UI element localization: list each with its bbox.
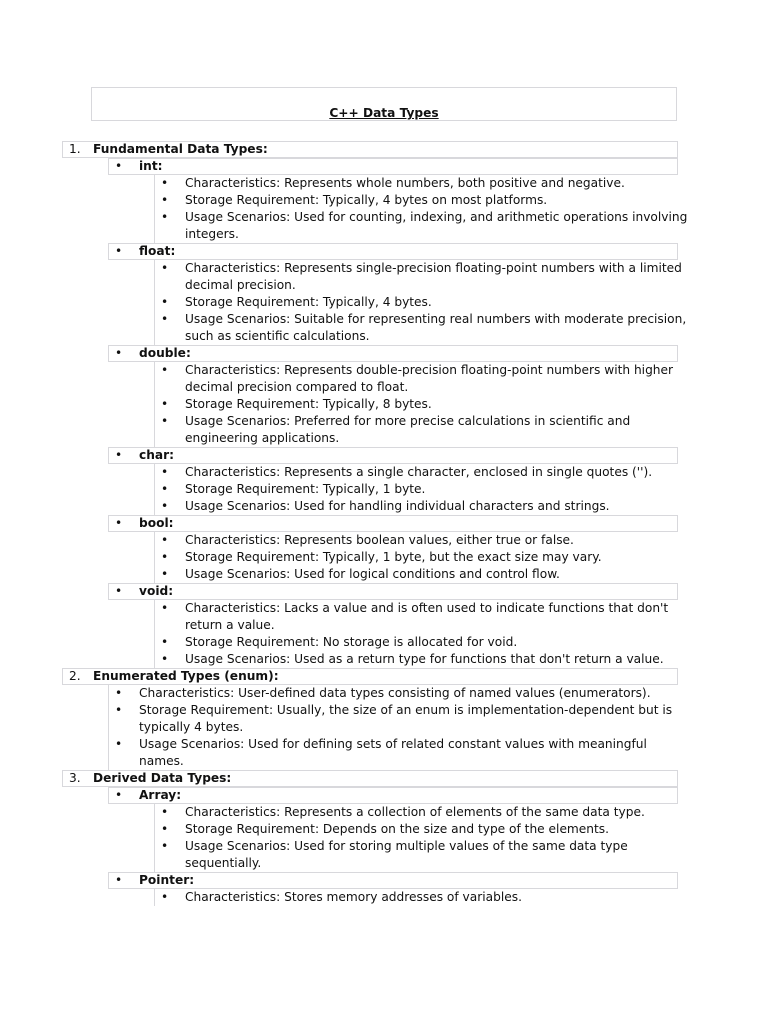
list-item-float: [0, 243, 768, 260]
bullet: •: [115, 448, 123, 462]
section-heading: Derived Data Types:: [93, 771, 232, 785]
bullet: •: [161, 193, 169, 207]
list-item: [0, 838, 768, 855]
bullet: •: [161, 482, 169, 496]
sublist-array: [0, 804, 768, 872]
bullet: •: [161, 465, 169, 479]
bullet: •: [161, 312, 169, 326]
list-item: [0, 651, 768, 668]
list-item: [0, 804, 768, 821]
item-heading: char:: [139, 448, 175, 462]
bullet: •: [161, 210, 169, 224]
item-text: Usage Scenarios: Preferred for more precise calculations in scientific and: [185, 414, 631, 428]
list-item: [0, 685, 768, 702]
page-title: C++ Data Types: [329, 106, 439, 120]
section-heading: Enumerated Types (enum):: [93, 669, 279, 683]
list-item: [0, 736, 768, 753]
bullet: •: [115, 873, 123, 887]
item-heading: Pointer:: [139, 873, 195, 887]
item-text: Usage Scenarios: Used for handling individual characters and strings.: [185, 499, 610, 513]
sublist-enum: [0, 685, 768, 770]
bullet: •: [161, 295, 169, 309]
list-item-bool: [0, 515, 768, 532]
item-text: Storage Requirement: Typically, 4 bytes on most platforms.: [185, 193, 548, 207]
item-text: typically 4 bytes.: [139, 720, 244, 734]
item-text: Usage Scenarios: Used for storing multiple values of the same data type: [185, 839, 628, 853]
item-text: Usage Scenarios: Used for logical conditions and control flow.: [185, 567, 560, 581]
item-text: Characteristics: Represents a collection of elements of the same data type.: [185, 805, 645, 819]
bullet: •: [161, 890, 169, 904]
item-border: [108, 447, 678, 464]
bullet: •: [115, 686, 123, 700]
bullet: •: [161, 567, 169, 581]
list-item: [0, 566, 768, 583]
item-text: Characteristics: Represents whole numbers, both positive and negative.: [185, 176, 625, 190]
bullet: •: [161, 261, 169, 275]
item-text: Usage Scenarios: Suitable for representing real numbers with moderate precision,: [185, 312, 687, 326]
bullet: •: [161, 397, 169, 411]
bullet: •: [115, 516, 123, 530]
item-heading: float:: [139, 244, 176, 258]
bullet: •: [161, 499, 169, 513]
bullet: •: [115, 703, 123, 717]
sublist-pointer: [0, 889, 768, 906]
list-item-char: [0, 447, 768, 464]
item-text: integers.: [185, 227, 239, 241]
list-item-continued: [0, 753, 768, 770]
bullet: •: [161, 652, 169, 666]
list-item-2: [0, 668, 768, 685]
list-item: [0, 396, 768, 413]
list-item-continued: [0, 328, 768, 345]
bullet: •: [161, 176, 169, 190]
list-item: [0, 362, 768, 379]
item-border: [108, 243, 678, 260]
list-item-array: [0, 787, 768, 804]
bullet: •: [161, 822, 169, 836]
list-item: [0, 532, 768, 549]
item-text: decimal precision compared to float.: [185, 380, 409, 394]
item-text: engineering applications.: [185, 431, 340, 445]
list-item: [0, 260, 768, 277]
list-item: [0, 311, 768, 328]
list-item-continued: [0, 430, 768, 447]
item-border: [108, 345, 678, 362]
item-text: decimal precision.: [185, 278, 296, 292]
list-item: [0, 294, 768, 311]
item-text: Storage Requirement: Typically, 8 bytes.: [185, 397, 432, 411]
item-heading: bool:: [139, 516, 174, 530]
list-item-double: [0, 345, 768, 362]
list-number: 3.: [69, 771, 81, 785]
bullet: •: [115, 788, 123, 802]
item-border: [108, 158, 678, 175]
list-item: [0, 889, 768, 906]
section-heading: Fundamental Data Types:: [93, 142, 268, 156]
bullet: •: [161, 635, 169, 649]
item-text: Storage Requirement: Typically, 1 byte, but the exact size may vary.: [185, 550, 602, 564]
bullet: •: [161, 414, 169, 428]
bullet: •: [115, 346, 123, 360]
item-text: Characteristics: Represents boolean values, either true or false.: [185, 533, 574, 547]
list-item: [0, 175, 768, 192]
bullet: •: [161, 363, 169, 377]
sublist-bool: [0, 532, 768, 583]
item-heading: void:: [139, 584, 174, 598]
item-text: Characteristics: User-defined data types consisting of named values (enumerators).: [139, 686, 651, 700]
item-text: Characteristics: Stores memory addresses of variables.: [185, 890, 522, 904]
list-item: [0, 209, 768, 226]
item-border: [108, 583, 678, 600]
list-item-pointer: [0, 872, 768, 889]
item-heading: double:: [139, 346, 191, 360]
list-item-3: [0, 770, 768, 787]
item-text: such as scientific calculations.: [185, 329, 370, 343]
list-item-continued: [0, 617, 768, 634]
list-number: 1.: [69, 142, 81, 156]
item-text: Storage Requirement: No storage is allocated for void.: [185, 635, 518, 649]
item-text: Storage Requirement: Typically, 1 byte.: [185, 482, 426, 496]
list-item-continued: [0, 855, 768, 872]
sublist-int: [0, 175, 768, 243]
list-item-int: [0, 158, 768, 175]
bullet: •: [161, 550, 169, 564]
list-item-continued: [0, 379, 768, 396]
item-text: Storage Requirement: Depends on the size and type of the elements.: [185, 822, 610, 836]
sublist-double: [0, 362, 768, 447]
item-text: names.: [139, 754, 184, 768]
list-item: [0, 498, 768, 515]
list-item-continued: [0, 277, 768, 294]
list-item: [0, 413, 768, 430]
item-text: Storage Requirement: Usually, the size of an enum is implementation-dependent but is: [139, 703, 673, 717]
list-item: [0, 821, 768, 838]
bullet: •: [115, 737, 123, 751]
item-text: Usage Scenarios: Used for defining sets of related constant values with meaningful: [139, 737, 647, 751]
list-item-continued: [0, 226, 768, 243]
item-text: sequentially.: [185, 856, 262, 870]
item-text: Characteristics: Represents single-precision floating-point numbers with a limited: [185, 261, 682, 275]
list-item: [0, 600, 768, 617]
item-heading: int:: [139, 159, 163, 173]
list-item: [0, 702, 768, 719]
document-body: [0, 141, 768, 906]
bullet: •: [115, 244, 123, 258]
list-item: [0, 464, 768, 481]
item-text: Characteristics: Represents a single character, enclosed in single quotes ('').: [185, 465, 653, 479]
bullet: •: [115, 584, 123, 598]
bullet: •: [161, 839, 169, 853]
item-text: Characteristics: Lacks a value and is often used to indicate functions that don't: [185, 601, 669, 615]
list-item: [0, 192, 768, 209]
bullet: •: [161, 805, 169, 819]
bullet: •: [115, 159, 123, 173]
item-text: Storage Requirement: Typically, 4 bytes.: [185, 295, 432, 309]
sublist-char: [0, 464, 768, 515]
list-item: [0, 481, 768, 498]
item-text: return a value.: [185, 618, 275, 632]
list-item: [0, 549, 768, 566]
list-item: [0, 634, 768, 651]
list-item-void: [0, 583, 768, 600]
item-border: [108, 515, 678, 532]
item-text: Characteristics: Represents double-precision floating-point numbers with higher: [185, 363, 674, 377]
title-box: [91, 87, 677, 121]
item-text: Usage Scenarios: Used for counting, indexing, and arithmetic operations involving: [185, 210, 688, 224]
bullet: •: [161, 533, 169, 547]
list-item-continued: [0, 719, 768, 736]
item-heading: Array:: [139, 788, 182, 802]
item-text: Usage Scenarios: Used as a return type for functions that don't return a value.: [185, 652, 664, 666]
list-item-1: [0, 141, 768, 158]
sublist-void: [0, 600, 768, 668]
item-border: [108, 787, 678, 804]
bullet: •: [161, 601, 169, 615]
sublist-float: [0, 260, 768, 345]
list-number: 2.: [69, 669, 81, 683]
